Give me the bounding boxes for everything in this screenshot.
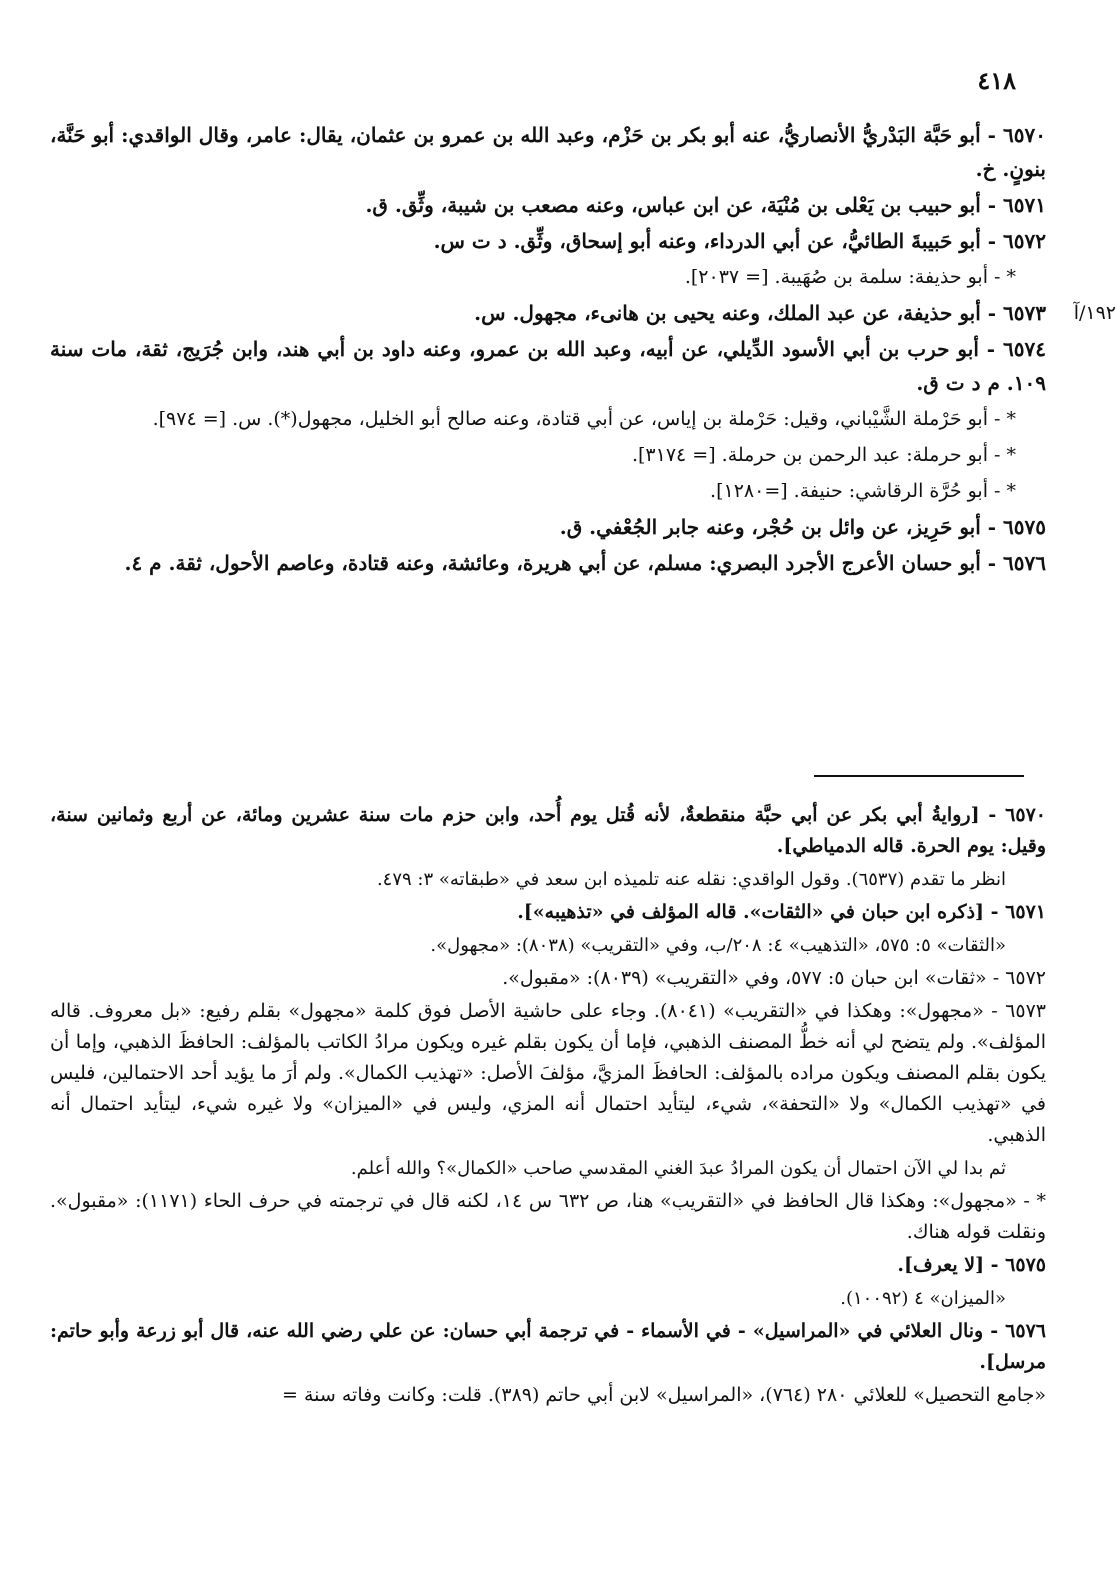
entry-6576: ٦٥٧٦ - أبو حسان الأعرج الأجرد البصري: مسلم، عن أبي هريرة، وعائشة، وعنه قتادة، وعاصم الأحول، ثقة. م ٤. xyxy=(124,551,1046,575)
note-6573-sub: ثم بدا لي الآن احتمال أن يكون المرادُ عبدَ الغني المقدسي صاحب «الكمال»؟ والله أعلم. xyxy=(350,1158,1006,1179)
note-6575-sub: «الميزان» ٤ (١٠٠٩٢). xyxy=(840,1288,1006,1309)
entry-6575: ٦٥٧٥ - أبو حَرِيز، عن وائل بن حُجْر، وعنه جابر الجُعْفي. ق. xyxy=(559,515,1046,539)
footnote-divider xyxy=(814,775,1024,777)
cross-ref-abu-harmala: * - أبو حرملة: عبد الرحمن بن حرملة. [= ٣١٧٤]. xyxy=(631,444,1016,466)
entry-6570: ٦٥٧٠ - أبو حَبَّة البَدْريُّ الأنصاريُّ، عنه أبو بكر بن حَزْم، وعبد الله بن عمرو بن عثمان، يقال: عامر، وقال الواقدي: أبو حَنَّة، بنونٍ. خ. xyxy=(50,123,1046,181)
page-number: ٤١٨ xyxy=(977,66,1016,95)
note-6570: ٦٥٧٠ - [روايةُ أبي بكر عن أبي حبَّة منقطعةٌ، لأنه قُتل يوم أُحد، وابن حزم مات سنة عشرين ومائة، عن أربع وثمانين سنة، وقيل: يوم الحرة. قاله الدمياطي]. xyxy=(50,804,1046,857)
note-6571-sub: «الثقات» ٥: ٥٧٥، «التذهيب» ٤: ٢٠٨/ب، وفي «التقريب» (٨٠٣٨): «مجهول». xyxy=(430,935,1006,956)
note-6573: ٦٥٧٣ - «مجهول»: وهكذا في «التقريب» (٨٠٤١). وجاء على حاشية الأصل فوق كلمة «مجهول» بقلم رفيع: «بل معروف. قاله المؤلف». ولم يتضح لي أنه خطُّ المصنف الذهبي، فإما أن يكون بقلم غيره ويكون مرادُ الكاتب بالمؤلف: الحافظَ الذهبي، وإما أن يكون بقلم المصنف ويكون مراده بالمؤلف: الحافظَ المزيَّ، مؤلفَ الأصل: «تهذيب الكمال». ولم أرَ ما يؤيد أحد الاحتمالين، فليس في «تهذيب الكمال» ولا «التحفة»، شيء، ليتأيد احتمال أنه المزي، وليس في «الميزان» ولا غيره شيء، ليتأيد احتمال أنه الذهبي. xyxy=(50,1000,1046,1146)
note-6571: ٦٥٧١ - [ذكره ابن حبان في «الثقات». قاله المؤلف في «تذهيبه»]. xyxy=(517,901,1046,923)
note-6570-sub: انظر ما تقدم (٦٥٣٧). وقول الواقدي: نقله عنه تلميذه ابن سعد في «طبقاته» ٣: ٤٧٩. xyxy=(376,869,1006,890)
main-entries xyxy=(50,118,1116,582)
entry-6573 xyxy=(50,296,1116,330)
entry-6571: ٦٥٧١ - أبو حبيب بن يَعْلى بن مُنْيَة، عن ابن عباس، وعنه مصعب بن شيبة، وثِّق. ق. xyxy=(365,193,1046,217)
note-6576: ٦٥٧٦ - ونال العلائي في «المراسيل» - في الأسماء - في ترجمة أبي حسان: عن علي رضي الله عنه، قال أبو زرعة وأبو حاتم: مرسل]. xyxy=(50,1320,1046,1373)
entry-6572: ٦٥٧٢ - أبو حَبيبةَ الطائيُّ، عن أبي الدرداء، وعنه أبو إسحاق، وثِّق. د ت س. xyxy=(433,229,1046,253)
margin-folio-note: ١٩٢/آ xyxy=(1073,302,1116,324)
cross-ref-abu-hudhayfa: * - أبو حذيفة: سلمة بن صُهَيبة. [= ٢٠٣٧]. xyxy=(684,266,1016,288)
entry-6574: ٦٥٧٤ - أبو حرب بن أبي الأسود الدِّيلي، عن أبيه، وعبد الله بن عمرو، وعنه داود بن أبي هند، وابن جُرَيج، ثقة، مات سنة ١٠٩. م د ت ق. xyxy=(50,337,1046,395)
entry-6573-text: ٦٥٧٣ - أبو حذيفة، عن عبد الملك، وعنه يحيى بن هانىء، مجهول. س. xyxy=(474,301,1046,325)
cross-ref-abu-hurra: * - أبو حُرَّة الرقاشي: حنيفة. [=١٢٨٠]. xyxy=(710,480,1016,502)
cross-ref-abu-harmala-shaybani: * - أبو حَرْملة الشَّيْباني، وقيل: حَرْملة بن إياس، عن أبي قتادة، وعنه صالح أبو الخليل، مجهول(*). س. [= ٩٧٤]. xyxy=(152,408,1016,430)
footnotes xyxy=(50,800,1046,1413)
note-6575: ٦٥٧٥ - [لا يعرف]. xyxy=(897,1254,1046,1276)
note-6572: ٦٥٧٢ - «ثقات» ابن حبان ٥: ٥٧٧، وفي «التقريب» (٨٠٣٩): «مقبول». xyxy=(502,967,1046,989)
note-6576-sub: «جامع التحصيل» للعلائي ٢٨٠ (٧٦٤)، «المراسيل» لابن أبي حاتم (٣٨٩). قلت: وكانت وفاته سنة = xyxy=(282,1384,1046,1406)
note-star-majhul: * - «مجهول»: وهكذا قال الحافظ في «التقريب» هنا، ص ٦٣٢ س ١٤، لكنه قال في ترجمته في حرف الحاء (١١٧١): «مقبول». ونقلت قوله هناك. xyxy=(50,1190,1047,1243)
